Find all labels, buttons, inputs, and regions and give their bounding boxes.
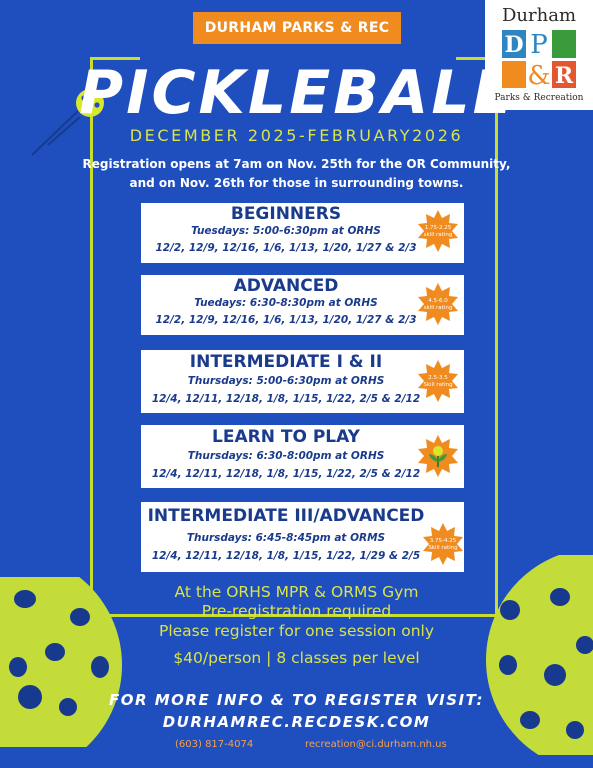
class-schedule: Thursdays: 6:45-8:45pm at ORMS: [186, 532, 386, 544]
skill-rating-badge: [416, 209, 460, 253]
class-name: INTERMEDIATE III/ADVANCED: [147, 506, 425, 526]
one-session-info: Please register for one session only: [158, 622, 435, 640]
svg-text:R: R: [554, 63, 574, 89]
badge-range: 4.5-6.0: [428, 298, 448, 304]
cta-heading: FOR MORE INFO & TO REGISTER VISIT:: [108, 691, 485, 709]
badge-label: skill rating: [423, 305, 453, 311]
registration-note: [0, 155, 593, 193]
badge-range: 3.75-4.25: [429, 538, 457, 544]
class-schedule: Thursdays: 5:00-6:30pm at ORHS: [187, 375, 385, 387]
class-card: [141, 425, 464, 488]
class-name: BEGINNERS: [230, 204, 342, 224]
contact-email[interactable]: recreation@ci.durham.nh.us: [305, 739, 447, 750]
skill-rating-badge: [421, 522, 465, 566]
class-dates: 12/2, 12/9, 12/16, 1/6, 1/13, 1/20, 1/27 & 2/3: [155, 314, 417, 326]
class-card: [141, 502, 464, 572]
svg-text:&: &: [527, 61, 551, 90]
class-card: [141, 203, 464, 263]
prereg-info: Pre-registration required: [201, 602, 392, 620]
season-dates: DECEMBER 2025-FEBRUARY2026: [129, 126, 464, 145]
badge-label: Skill rating: [428, 545, 458, 551]
class-dates: 12/4, 12/11, 12/18, 1/8, 1/15, 1/22, 2/5 & 2/12: [151, 393, 421, 405]
location-info: At the ORHS MPR & ORMS Gym: [174, 583, 419, 601]
org-banner: DURHAM PARKS & REC: [193, 12, 401, 44]
svg-text:D: D: [504, 32, 524, 58]
class-schedule: Thursdays: 6:30-8:00pm at ORHS: [187, 450, 385, 462]
class-schedule: Tuedays: 6:30-8:30pm at ORHS: [194, 297, 378, 309]
badge-range: 2.5-3.5: [428, 375, 448, 381]
badge-range: 1.75-2.25: [424, 225, 452, 231]
class-card: [141, 350, 464, 413]
sprout-badge: [416, 434, 460, 478]
skill-rating-badge: [416, 282, 460, 326]
skill-rating-badge: [416, 359, 460, 403]
contact-phone[interactable]: (603) 817-4074: [175, 739, 254, 750]
logo-wordmark: Durham: [501, 5, 577, 26]
class-dates: 12/2, 12/9, 12/16, 1/6, 1/13, 1/20, 1/27 & 2/3: [155, 242, 417, 254]
page-title: PICKLEBALL: [79, 58, 514, 128]
class-dates: 12/4, 12/11, 12/18, 1/8, 1/15, 1/22, 1/29 & 2/5: [151, 550, 421, 562]
logo-subtitle: Parks & Recreation: [494, 93, 584, 103]
registration-link[interactable]: DURHAMREC.RECDESK.COM: [162, 713, 431, 731]
badge-label: Skill rating: [423, 382, 453, 388]
class-schedule: Tuesdays: 5:00-6:30pm at ORHS: [191, 225, 381, 237]
sprout-icon: [416, 434, 460, 478]
class-name: ADVANCED: [233, 276, 339, 296]
class-name: LEARN TO PLAY: [212, 427, 360, 447]
class-card: [141, 275, 464, 335]
registration-line: and on Nov. 26th for those in surrounding towns.: [129, 176, 464, 190]
badge-label: skill rating: [423, 232, 453, 238]
registration-line: Registration opens at 7am on Nov. 25th for the OR Community,: [82, 157, 511, 171]
class-name: INTERMEDIATE I & II: [189, 352, 383, 372]
price-info: $40/person | 8 classes per level: [173, 649, 420, 667]
svg-text:P: P: [530, 30, 548, 60]
class-dates: 12/4, 12/11, 12/18, 1/8, 1/15, 1/22, 2/5 & 2/12: [151, 468, 421, 480]
